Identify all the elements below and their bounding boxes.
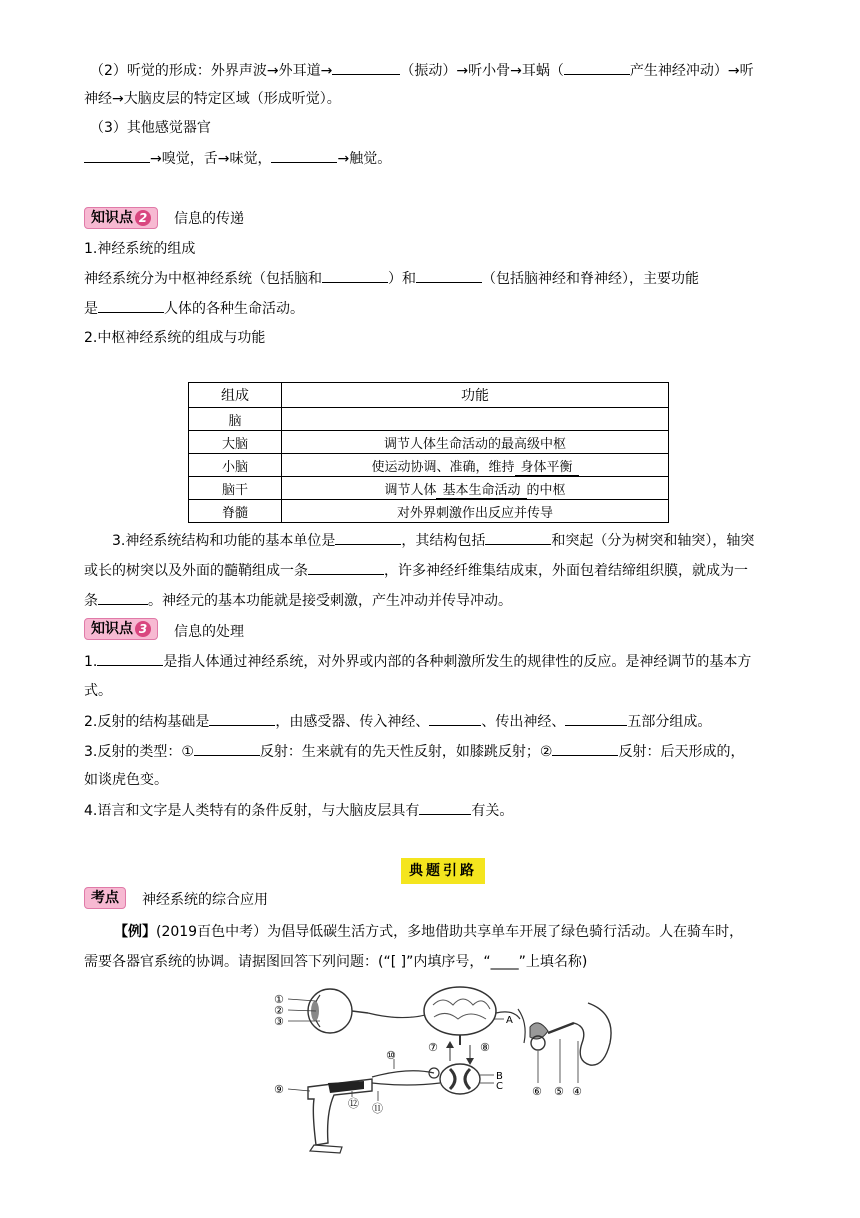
- figure-label: B: [496, 1071, 503, 1082]
- blank[interactable]: [98, 590, 148, 605]
- kp3-p4: 4.语言和文字是人类特有的条件反射，与大脑皮层具有 有关。: [84, 800, 513, 821]
- table-row: [189, 454, 669, 477]
- blank[interactable]: [209, 711, 275, 726]
- figure-label: ⑩: [386, 1049, 396, 1062]
- hearing-line-2: 神经→大脑皮层的特定区域（形成听觉）。: [84, 91, 341, 107]
- blank[interactable]: [84, 148, 150, 163]
- blank[interactable]: [485, 530, 551, 545]
- figure-label: ⑫: [348, 1097, 359, 1110]
- blank[interactable]: [194, 741, 260, 756]
- cns-function-table: [188, 382, 669, 523]
- exam-point-title: 神经系统的综合应用: [142, 892, 268, 908]
- table-cell-part: 小脑: [189, 454, 282, 477]
- figure-label: ⑤: [554, 1085, 564, 1098]
- kp2-s1-line-1: 神经系统分为中枢神经系统（包括脑和 ）和 （包括脑神经和脊神经），主要功能: [84, 268, 699, 289]
- section-title-guided-example: 典题引路: [401, 858, 485, 884]
- kp2-s3-line-3: 条 。神经元的基本功能就是接受刺激，产生冲动并传导冲动。: [84, 590, 512, 611]
- table-header-row: [189, 383, 669, 408]
- table-header-function: 功能: [282, 383, 669, 408]
- blank[interactable]: [335, 530, 401, 545]
- table-row: [189, 500, 669, 523]
- blank[interactable]: [419, 800, 471, 815]
- figure-label: ⑪: [372, 1102, 383, 1115]
- spinal-cord-illustration: [429, 1064, 480, 1094]
- figure-label: C: [496, 1081, 503, 1092]
- kp2-s3-line-2: 或长的树突以及外面的髓鞘组成一条 ，许多神经纤维集结成束，外面包着结缔组织膜，就成为一: [84, 560, 748, 581]
- figure-label: ④: [572, 1085, 582, 1098]
- table-row: [189, 431, 669, 454]
- example-line-1: 【例】(2019百色中考）为倡导低碳生活方式，多地借助共享单车开展了绿色骑行活动。人在骑车时，: [114, 924, 744, 940]
- other-senses-title: （3）其他感觉器官: [90, 120, 211, 136]
- leg-illustration: [308, 1079, 372, 1153]
- blank[interactable]: [565, 711, 627, 726]
- blank[interactable]: [98, 298, 164, 313]
- table-cell-part: 脊髓: [189, 500, 282, 523]
- blank[interactable]: [97, 651, 163, 666]
- table-header-part: 组成: [189, 383, 282, 408]
- table-cell-function: 调节人体生命活动的最高级中枢: [282, 431, 669, 454]
- hearing-line-1: （2）听觉的形成：外界声波→外耳道→ （振动）→听小骨→耳蜗（ 产生神经冲动）→听: [90, 60, 754, 81]
- table-cell-function: 使运动协调、准确，维持 身体平衡: [282, 454, 669, 477]
- kp3-p1-cont: 式。: [84, 683, 112, 699]
- exam-point-badge: 考点: [84, 887, 126, 909]
- figure-label: ⑥: [532, 1085, 542, 1098]
- table-cell-part: 大脑: [189, 431, 282, 454]
- kp2-s3-line-1: 3.神经系统结构和功能的基本单位是 ，其结构包括 和突起（分为树突和轴突），轴突: [112, 530, 754, 551]
- example-label: 【例】: [114, 924, 156, 940]
- knowledge-point-badge-3: 知识点 3: [84, 618, 158, 640]
- filled-answer: 身体平衡: [515, 460, 579, 476]
- blank[interactable]: [429, 711, 481, 726]
- kp3-p1: 1. 是指人体通过神经系统，对外界或内部的各种刺激所发生的规律性的反应。是神经调节的基本方: [84, 651, 751, 672]
- other-senses-line: →嗅觉，舌→味觉， →触觉。: [84, 148, 391, 169]
- table-row: [189, 408, 669, 431]
- figure-label: ③: [274, 1015, 284, 1028]
- table-row: [189, 477, 669, 500]
- kp2-s2-title: 2.中枢神经系统的组成与功能: [84, 330, 266, 346]
- figure-label: ⑧: [480, 1041, 490, 1054]
- blank[interactable]: [564, 60, 630, 75]
- kp3-p3-cont: 如谈虎色变。: [84, 772, 168, 788]
- filled-answer: 基本生命活动: [436, 483, 526, 499]
- blank[interactable]: [332, 60, 400, 75]
- kp3-title: 信息的处理: [174, 624, 244, 640]
- blank[interactable]: [416, 268, 482, 283]
- table-cell-function: 调节人体 基本生命活动 的中枢: [282, 477, 669, 500]
- figure-label: ①: [274, 993, 284, 1006]
- kp3-p2: 2.反射的结构基础是 ，由感受器、传入神经、 、传出神经、 五部分组成。: [84, 711, 711, 732]
- kp3-p3: 3.反射的类型：① 反射：生来就有的先天性反射，如膝跳反射；② 反射：后天形成的，: [84, 741, 744, 762]
- blank[interactable]: [552, 741, 618, 756]
- table-cell-part: 脑干: [189, 477, 282, 500]
- table-cell-function: [282, 408, 669, 431]
- blank[interactable]: [322, 268, 388, 283]
- table-cell-function: 对外界刺激作出反应并传导: [282, 500, 669, 523]
- blank[interactable]: [271, 148, 337, 163]
- kp2-s1-line-2: 是 人体的各种生命活动。: [84, 298, 304, 319]
- figure-label: ⑨: [274, 1083, 284, 1096]
- example-line-2: 需要各器官系统的协调。请据图回答下列问题：(“[ ]”内填序号，“____”上填名称): [84, 954, 588, 970]
- figure-label: ②: [274, 1004, 284, 1017]
- knowledge-point-badge-2: 知识点 2: [84, 207, 158, 229]
- nervous-system-figure: [268, 983, 620, 1157]
- kp2-s1-title: 1.神经系统的组成: [84, 241, 196, 257]
- figure-label: A: [506, 1015, 513, 1026]
- blank[interactable]: [308, 560, 384, 575]
- kp2-title: 信息的传递: [174, 211, 244, 227]
- brain-illustration: [424, 987, 496, 1045]
- table-cell-part: 脑: [189, 408, 282, 431]
- ear-illustration: [518, 1003, 611, 1065]
- figure-label: ⑦: [428, 1041, 438, 1054]
- eye-illustration: [308, 989, 368, 1033]
